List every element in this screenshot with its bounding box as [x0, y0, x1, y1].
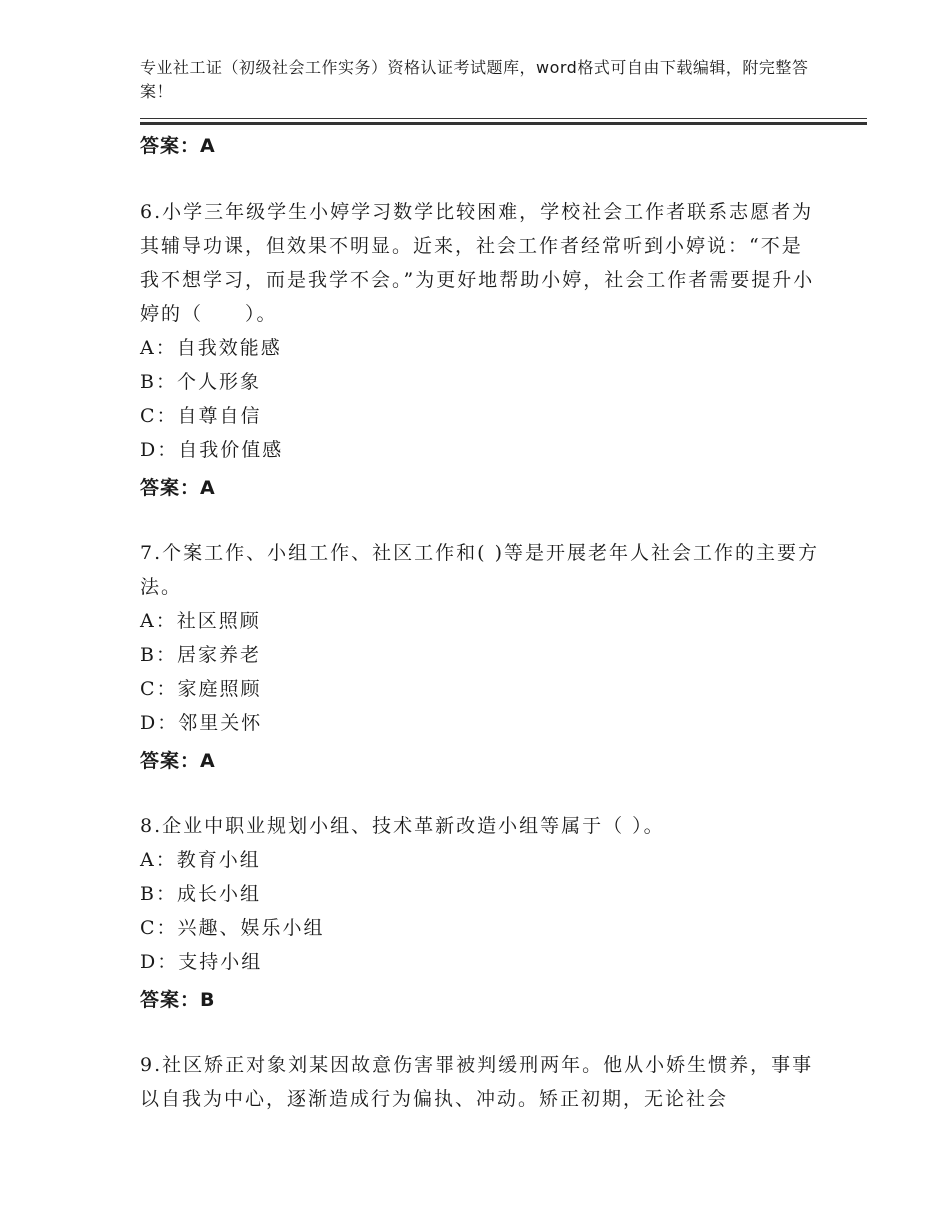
option-c: C：兴趣、娱乐小组	[140, 917, 325, 939]
header-rule-thick	[140, 122, 867, 125]
question-stem: 8.企业中职业规划小组、技术革新改造小组等属于（ ）。	[140, 815, 665, 837]
question-block	[140, 1048, 820, 1116]
option-d: D：邻里关怀	[140, 712, 263, 734]
answer-label: 答案：A	[140, 135, 216, 157]
option-a: A：自我效能感	[140, 337, 282, 359]
answer-label: 答案：B	[140, 989, 216, 1011]
option-c: C：自尊自信	[140, 405, 262, 427]
option-b: B：居家养老	[140, 644, 261, 666]
option-b: B：个人形象	[140, 371, 261, 393]
header-rule-thin	[140, 118, 867, 119]
question-stem: 7.个案工作、小组工作、社区工作和( )等是开展老年人社会工作的主要方法。	[140, 542, 819, 598]
question-stem: 9.社区矫正对象刘某因故意伤害罪被判缓刑两年。他从小娇生惯养，事事以自我为中心，逐渐造成行为偏执、冲动。矫正初期，无论社会	[140, 1054, 814, 1110]
question-block	[140, 809, 820, 979]
option-d: D：支持小组	[140, 951, 263, 973]
question-block	[140, 195, 820, 467]
document-header: 专业社工证（初级社会工作实务）资格认证考试题库，word格式可自由下载编辑，附完整答案！	[140, 58, 809, 101]
option-a: A：教育小组	[140, 849, 261, 871]
option-d: D：自我价值感	[140, 439, 284, 461]
answer-label: 答案：A	[140, 750, 216, 772]
option-a: A：社区照顾	[140, 610, 261, 632]
question-stem: 6.小学三年级学生小婷学习数学比较困难，学校社会工作者联系志愿者为其辅导功课，但效果不明显。近来，社会工作者经常听到小婷说：“不是我不想学习，而是我学不会。”为更好地帮助小婷，社会工作者需要提升小婷的（ ）。	[140, 201, 815, 325]
answer-label: 答案：A	[140, 477, 216, 499]
option-b: B：成长小组	[140, 883, 261, 905]
question-block	[140, 536, 820, 740]
option-c: C：家庭照顾	[140, 678, 262, 700]
